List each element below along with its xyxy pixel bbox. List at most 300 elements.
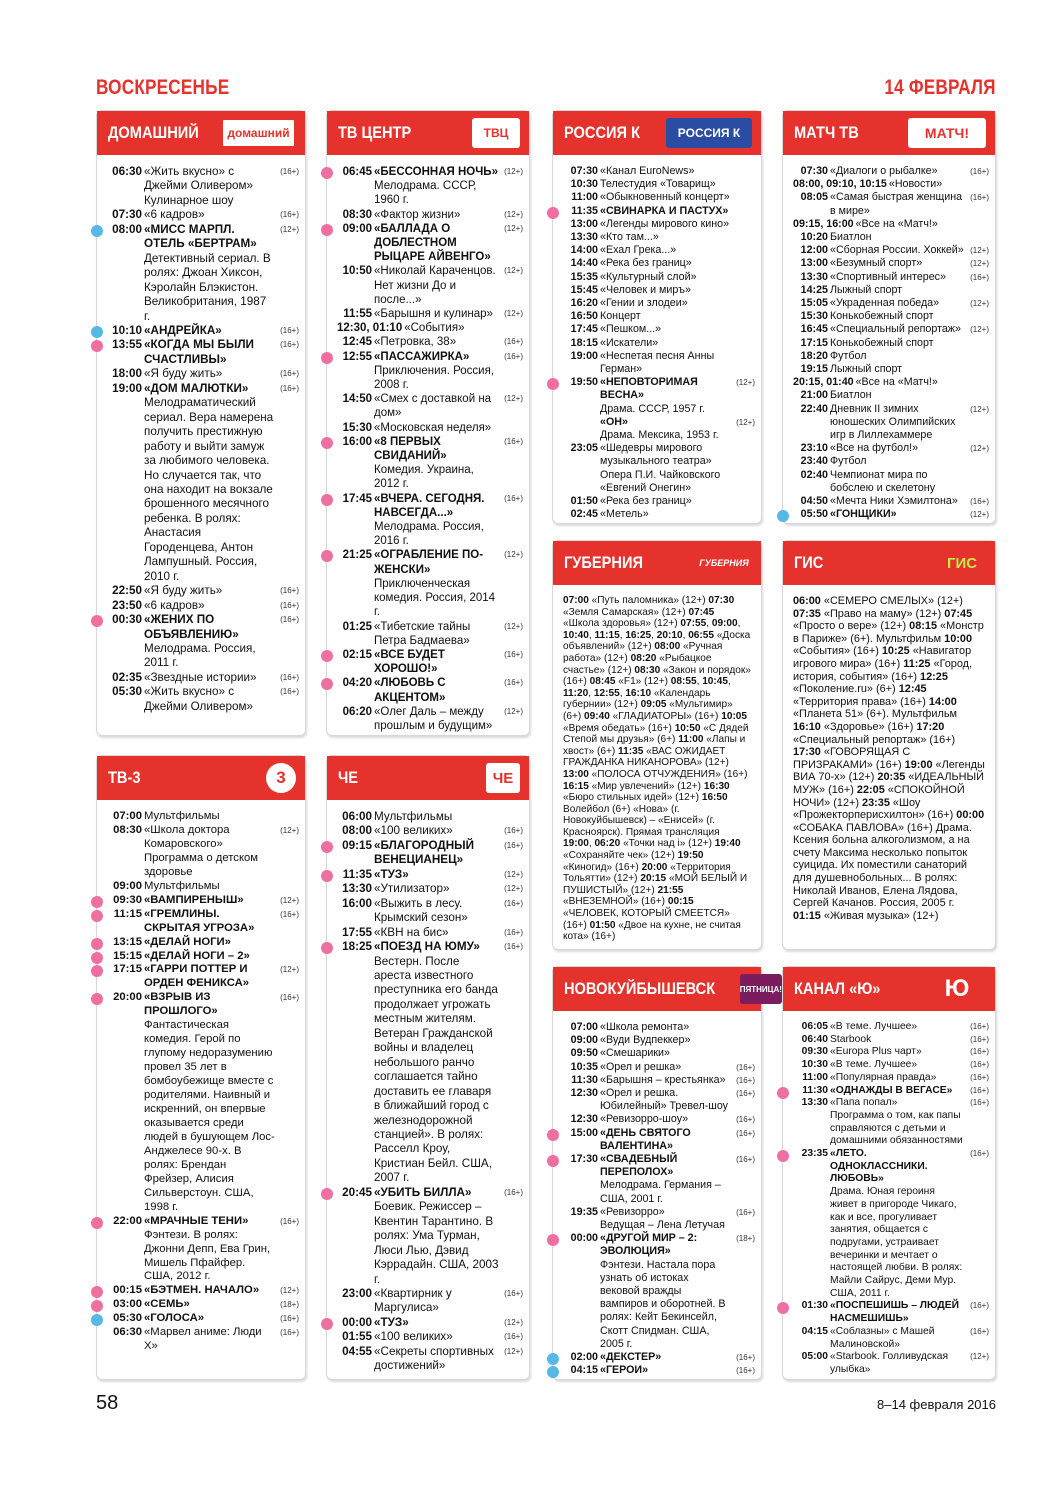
show-name: «Популярная правда» [830,1071,937,1083]
marker-dot-icon [547,207,559,219]
show-name: «ПОЕЗД НА ЮМУ» [374,940,480,954]
show-time: 19:35 [570,1205,598,1218]
age-rating: (16+) [280,600,299,610]
show-description: Мелодрама. Германия – США, 2001 г. [600,1179,721,1205]
show-title [829,1021,965,1034]
channel-name: ЧЕ [338,768,359,787]
channel-rossiyak [552,110,762,524]
show-name: «Культурный слой» [600,270,697,283]
show-name: «ЖЕНИХ ПО ОБЪЯВЛЕНИЮ» [144,613,239,641]
channel-kanalyu [782,966,996,1380]
marker-dot-icon [321,352,333,364]
show-time: 08:30 [113,823,142,836]
show-time: 00:00 [342,1315,372,1329]
show-time: 11:00 [571,191,598,204]
show-time: 17:30 [570,1153,598,1166]
show-title [829,244,965,257]
show-time: 06:05 [801,1021,828,1032]
age-rating: (12+) [970,404,989,414]
listing-row [327,648,529,676]
show-title [829,337,965,350]
show-title [143,963,275,991]
listing-row [327,620,529,648]
listing-row [327,421,529,435]
show-title [829,442,965,455]
show-name: «ОН» [600,415,628,428]
listing-row [553,1232,761,1351]
show-title [373,1316,499,1330]
age-rating: (16+) [504,942,523,952]
age-rating: (16+) [736,1128,755,1138]
show-time: 07:30 [800,165,828,177]
show-title [599,1087,731,1113]
listing-row [327,676,529,704]
show-time: 11:55 [343,308,372,321]
show-name: «Самая быстрая женщина в мире» [830,191,963,217]
show-title [143,908,275,936]
listing-row [97,991,305,1214]
listing-row [327,350,529,393]
show-time: 11:35 [571,204,598,217]
age-rating: (12+) [280,965,299,975]
show-name: Конькобежный спорт [830,310,934,323]
show-name: «Метель» [600,508,649,521]
listing-row [783,389,995,402]
age-rating: (16+) [280,1314,299,1324]
show-time: 15:30 [342,421,372,434]
show-title [373,222,499,265]
show-name: «Я буду жить» [144,367,223,381]
show-time: 15:15 [113,949,142,962]
listing-row [783,165,995,178]
show-name: «Вуди Вудпеккер» [600,1034,691,1047]
show-title [143,208,275,222]
marker-dot-icon [547,1353,559,1365]
listing-row [327,1330,529,1344]
show-name: «В теме. Лучшее» [830,1021,918,1032]
day-title: ВОСКРЕСЕНЬЕ [96,76,230,99]
show-name: «ПАССАЖИРКА» [374,350,470,363]
listing-row [783,403,995,443]
show-time: 04:50 [800,495,828,508]
listing-row [327,926,529,940]
channel-logo-icon: РОССИЯ К [666,118,752,148]
show-time: 08:00, 09:10, 10:15 [793,178,887,191]
show-time: 16:45 [800,323,828,336]
age-rating: (16+) [970,1034,989,1044]
show-time: 05:30 [112,685,142,699]
show-title [599,442,731,495]
show-title [373,492,499,549]
show-name: «ГЕРОИ» [600,1364,649,1377]
show-title [143,1215,275,1285]
age-rating: (16+) [970,1060,989,1070]
marker-dot-icon [321,1318,333,1330]
listing-row [97,894,305,908]
show-time: 12:30 [570,1113,598,1126]
listing-row [97,936,305,950]
show-name: Футбол [830,455,867,468]
channel-header [97,111,305,155]
age-rating: (12+) [504,550,523,560]
show-name: «6 кадров» [144,598,205,612]
show-name: «ДЕКСТЕР» [600,1351,662,1364]
show-title [373,676,499,704]
show-name: «КВН на бис» [374,925,449,939]
listing-row [783,1046,995,1059]
show-name: «Жить вкусно» с Джейми Оливером» Кулинарное шоу [144,165,253,207]
show-name: «Река без границ» [600,257,692,270]
show-time: 13:30 [570,231,598,244]
listing-row [327,940,529,1186]
show-title [143,880,275,894]
listing-row [553,244,761,257]
show-name: «ГАРРИ ПОТТЕР И ОРДЕН ФЕНИКСА» [144,963,250,990]
show-name: «Ехал Грека...» [600,244,677,257]
channel-logo-icon: ГИС [938,548,986,578]
listing-row [783,469,995,495]
listing-row [783,257,995,270]
show-title [599,1127,731,1153]
show-title [829,231,965,244]
channel-header [783,541,995,585]
age-rating: (16+) [970,1098,989,1108]
channel-che [326,755,530,1380]
age-rating: (12+) [504,394,523,404]
listing-row [97,880,305,894]
show-description: Детективный сериал. В ролях: Джоан Хиксон, Кэролайн Блэкистон. Великобритания, 1987 г. [144,251,271,323]
show-title [373,392,499,420]
listing-row [97,324,305,338]
show-name: «ГОНЩИКИ» [830,508,897,521]
listing-row [553,1061,761,1074]
show-name: «Новости» [888,178,943,191]
show-time: 17:45 [342,492,372,505]
show-name: Лыжный спорт [830,363,903,376]
show-name: «100 великих» [374,824,453,838]
show-name: «Орел и решка» [600,1060,682,1073]
show-title [599,1061,731,1074]
show-name: «Квартирник у Маргулиса» [374,1286,452,1315]
show-name: «Я буду жить» [144,584,223,598]
age-rating: (16+) [970,497,989,507]
show-name: «Europa Plus чарт» [830,1046,922,1058]
listing-row [327,1287,529,1316]
show-title [373,208,499,222]
listing-row [327,810,529,824]
show-name: «Безумный спорт» [830,257,923,270]
show-time: 15:05 [800,297,828,310]
age-rating: (16+) [736,1115,755,1125]
listing-row [327,897,529,926]
channel-name: МАТЧ ТВ [794,123,859,142]
show-name: «Человек и миръ» [600,283,691,296]
age-rating: (16+) [504,826,523,836]
show-name: «Кто там...» [600,231,659,244]
age-rating: (16+) [280,369,299,379]
show-time: 17:15 [800,336,828,349]
age-rating: (16+) [736,1089,755,1099]
show-title [373,264,499,307]
listing-row [783,271,995,284]
show-time: 22:50 [112,584,142,598]
show-title [855,218,965,231]
show-name: «Выжить в лесу. Крымский сезон» [374,896,468,925]
show-name: «6 кадров» [144,208,205,222]
show-name: «Мечта Ники Хэмилтона» [830,495,958,508]
show-title [373,335,499,349]
listing-row [553,297,761,310]
show-name: «Украденная победа» [830,297,940,310]
age-rating: (16+) [280,210,299,220]
show-title [373,1186,499,1287]
show-title [829,165,965,178]
show-name: «ВАМПИРЕНЫШ» [144,893,244,906]
show-time: 16:00 [342,896,372,910]
listing-row [553,271,761,284]
channel-match [782,110,996,524]
listing-row [553,1113,761,1126]
show-time: 21:00 [800,389,828,402]
show-title [599,257,731,270]
listing-row [783,1085,995,1098]
show-name: «ВЧЕРА. СЕГОДНЯ. НАВСЕГДА...» [374,492,485,519]
show-title [373,165,499,208]
show-time: 20:15, 01:40 [793,376,854,389]
age-rating: (16+) [280,586,299,596]
listing-row [553,1351,761,1364]
show-description: Программа о детском здоровье [144,851,259,878]
show-title [829,257,965,270]
show-title [143,894,275,908]
show-title [373,307,499,321]
listing-row [553,1021,761,1034]
listing-row [97,338,305,367]
show-time: 08:00 [342,824,372,838]
channel-listing [327,155,529,737]
listing-row [783,297,995,310]
show-title [599,416,731,442]
show-title [599,271,731,284]
show-title [143,599,275,613]
show-title [599,1074,731,1087]
show-time: 16:20 [570,297,598,310]
age-rating: (16+) [504,927,523,937]
show-time: 01:30 [801,1300,828,1312]
show-name: «Николай Караченцов. Нет жизни До и после...» [374,265,496,306]
age-rating: (12+) [504,209,523,219]
show-title [599,1206,731,1232]
age-rating: (16+) [970,272,989,282]
age-rating: (16+) [736,1353,755,1363]
show-name: «Смех с доставкой на дом» [374,393,492,420]
show-name: «Starbook. Голливудская улыбка» [830,1351,949,1375]
show-title [373,548,499,619]
listing-row [553,1364,761,1377]
show-title [143,324,275,338]
show-title [829,1059,965,1072]
show-name: Биатлон [830,231,872,244]
listing-row [327,824,529,838]
age-rating: (16+) [970,1085,989,1095]
show-description: Боевик. Режиссер – Квентин Тарантино. В ролях: Ума Турман, Люси Лью, Дэвид Кэррадайн. США, 2003 г. [374,1200,499,1286]
show-title [829,310,965,323]
show-name: «Марвел аниме: Люди Х» [144,1326,262,1353]
age-rating: (16+) [736,1366,755,1376]
age-rating: (12+) [280,895,299,905]
show-title [373,940,499,1186]
age-rating: (16+) [736,1155,755,1165]
show-title [143,613,275,671]
age-rating: (12+) [504,1346,523,1356]
show-title [373,620,499,648]
listing-row [327,548,529,619]
show-name: Мультфильмы [374,810,453,823]
show-name: «ДЕЛАЙ НОГИ – 2» [144,949,250,962]
show-name: «ДРУГОЙ МИР – 2: ЭВОЛЮЦИЯ» [600,1232,698,1258]
channel-tv3 [96,755,306,1380]
listing-row [553,1206,761,1232]
listing-row [97,685,305,714]
show-time: 07:00 [113,810,142,822]
show-name: «Папа попал» [830,1097,898,1109]
listing-row [783,1034,995,1047]
age-rating: (16+) [280,993,299,1003]
channel-header [783,111,995,155]
show-time: 08:00 [112,222,142,236]
show-title [599,323,731,336]
show-title [829,1148,965,1300]
listing-row [553,376,761,416]
show-time: 10:20 [800,231,828,244]
show-title [143,671,275,685]
show-time: 06:20 [342,705,372,718]
show-time: 23:10 [800,442,828,455]
channel-name: РОССИЯ К [564,123,641,142]
show-name: «События» [404,322,465,335]
show-time: 02:35 [112,670,142,684]
listing-row [783,1351,995,1376]
age-rating: (16+) [736,1207,755,1217]
show-title [373,350,499,393]
channel-header [327,111,529,155]
show-title [143,165,275,208]
age-rating: (12+) [970,510,989,520]
show-name: «Олег Даль – между прошлым и будущим» [374,705,493,732]
listing-row [97,367,305,381]
channel-header [783,967,995,1011]
show-time: 09:00 [342,222,372,235]
listing-row [97,1312,305,1326]
listing-row [553,1074,761,1087]
show-title [829,297,965,310]
listing-row [783,310,995,323]
age-rating: (16+) [280,340,299,350]
show-name: «100 великих» [374,1330,453,1344]
listing-row [327,492,529,549]
listing-row [97,963,305,991]
show-name: «ВЗРЫВ ИЗ ПРОШЛОГО» [144,991,218,1018]
show-time: 11:15 [113,907,142,920]
show-name: «Неспетая песня Анны Герман» [600,349,715,376]
show-name: «Канал EuroNews» [600,165,695,177]
show-title [373,1287,499,1316]
show-time: 22:40 [800,402,828,415]
marker-dot-icon [321,224,333,236]
listing-row [783,508,995,521]
show-time: 17:15 [113,963,142,976]
channel-name: ТВ-3 [108,768,141,787]
age-rating: (12+) [504,309,523,319]
show-name: «МИСС МАРПЛ. ОТЕЛЬ «БЕРТРАМ» [144,222,257,251]
listing-row [97,1215,305,1285]
marker-dot-icon [91,938,103,950]
show-time: 01:25 [342,620,372,633]
show-time: 20:45 [342,1185,372,1199]
show-title [829,1046,965,1059]
show-title [888,178,965,191]
listing-row [97,1284,305,1298]
show-name: «ГРЕМЛИНЫ. СКРЫТАЯ УГРОЗА» [144,907,255,934]
show-name: «НЕПОВТОРИМАЯ ВЕСНА» [600,376,698,402]
show-time: 19:00 [570,349,598,362]
age-rating: (16+) [736,1062,755,1072]
show-time: 13:30 [801,1097,828,1109]
listing-row [783,442,995,455]
show-name: «ЛЮБОВЬ С АКЦЕНТОМ» [374,677,446,704]
listing-row [553,231,761,244]
channel-name: ГИС [794,553,824,572]
listing-row [783,1148,995,1300]
age-rating: (16+) [280,687,299,697]
show-time: 18:20 [800,349,828,362]
listing-row [97,382,305,584]
age-rating: (12+) [504,1317,523,1327]
show-name: «Соблазны» с Машей Малиновской» [830,1325,935,1350]
listing-row [553,1153,761,1206]
show-time: 18:00 [112,367,142,381]
listing-row [97,165,305,208]
show-time: 13:00 [800,257,828,270]
listing-row [97,1298,305,1312]
show-time: 18:15 [570,336,598,349]
show-time: 00:15 [113,1284,142,1297]
show-name: «Жить вкусно» с Джейми Оливером» [144,685,253,713]
show-name: Мультфильмы [144,810,220,822]
show-name: «ПОСПЕШИШЬ – ЛЮДЕЙ НАСМЕШИШЬ» [830,1300,959,1325]
channel-name: ГУБЕРНИЯ [564,553,643,572]
show-title [143,1284,275,1298]
show-name: Дневник II зимних юношеских Олимпийских игр в Лиллехаммере [830,402,956,442]
show-name: «БАЛЛАДА О ДОБЛЕСТНОМ РЫЦАРЕ АЙВЕНГО» [374,222,491,264]
marker-dot-icon [321,942,333,954]
listing-row [783,350,995,363]
age-rating: (16+) [504,1332,523,1342]
show-time: 17:55 [342,925,372,939]
show-title [599,218,731,231]
channel-name: КАНАЛ «Ю» [794,979,881,998]
show-time: 05:50 [800,508,828,521]
age-rating: (12+) [736,417,755,427]
show-time: 03:00 [113,1298,142,1311]
age-rating: (12+) [280,825,299,835]
age-rating: (16+) [504,1288,523,1298]
listing-row [553,323,761,336]
listing-row [553,1034,761,1047]
channel-listing [783,155,995,525]
age-rating: (12+) [280,224,299,234]
show-title [143,367,275,381]
